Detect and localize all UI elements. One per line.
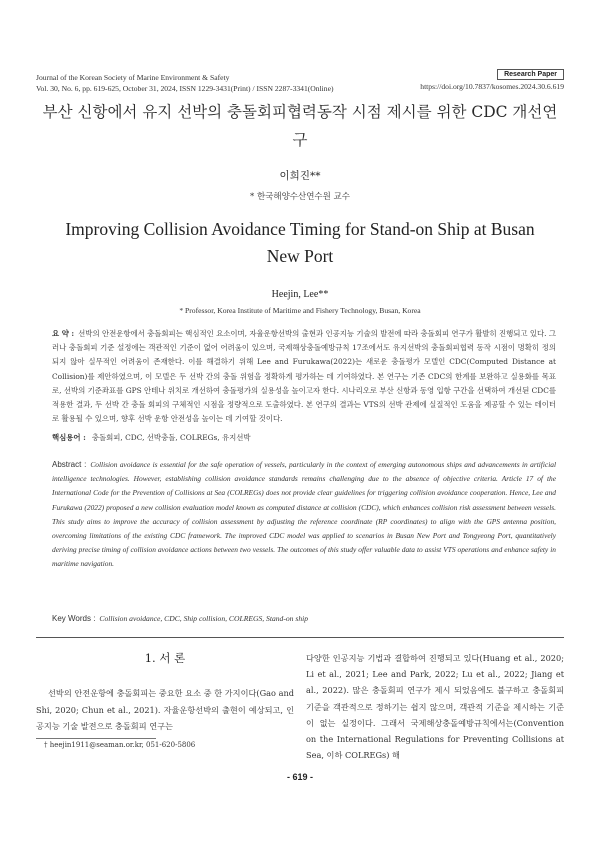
korean-affiliation: * 한국해양수산연수원 교수 — [250, 192, 350, 202]
english-affiliation: * Professor, Korea Institute of Maritime and Fishery Technology, Busan, Korea — [179, 306, 421, 315]
korean-keywords-label: 핵심용어 : — [52, 433, 86, 442]
korean-abstract-text: 선박의 안전운항에서 충돌회피는 핵심적인 요소이며, 자율운항선박의 출현과 인공지능 기술의 발전에 따라 충돌회피 연구가 활발히 진행되고 있다. 그러나 충돌회피 기준 설정에는 객관적인 기준이 없어 어려움이 있으며, 국제해상충돌예방규칙 17조에서도 유지선박의 충돌회피협력 동작 시점이 명확히 정의되지 않아 실무적인 어려움이 존재한다. 이를 해결하기 위해 Lee and Furukawa(2022)는 새로운 충돌평가 모델인 CDC(Computed Distance at Collision)를 제안하였으며, 이 모델은 두 선박 간의 충돌 위험을 정확하게 평가하는 데 기여하였다. 본 연구는 기존 CDC의 한계를 보완하고 실용화를 목표로, 선박의 기준좌표를 GPS 안테나 위치로 개선하여 충돌평가의 실용성을 높이고자 한다. 시나리오로 부산 신항과 동영 입항 구간을 선택하여 개선된 CDC를 적용한 결과, 두 선박 간 충돌 회피의 구체적인 시점을 정량적으로 도출하였다. 본 연구의 결과는 VTS의 선박 관제에 실질적인 도움을 제공할 수 있는 데이터로 활용될 수 있으며, 향후 선박 운항 안전성을 높이는 데 기여할 것이다. — [52, 329, 557, 424]
english-keywords-label: Key Words : — [52, 614, 96, 623]
english-title: Improving Collision Avoidance Timing for Stand-on Ship at Busan New Port — [65, 219, 535, 266]
volume-line: Vol. 30, No. 6, pp. 619-625, October 31, 2024, ISSN 1229-3431(Print) / ISSN 2287-3341(Online) — [36, 84, 334, 93]
doi-link[interactable]: https://doi.org/10.7837/kosomes.2024.30.6.619 — [420, 82, 564, 91]
korean-keywords — [52, 432, 556, 443]
korean-abstract — [52, 327, 556, 426]
korean-keywords-text: 충돌회피, CDC, 선박충돌, COLREGs, 유지선박 — [91, 433, 251, 442]
korean-title: 부산 신항에서 유지 선박의 충돌회피협력동작 시점 제시를 위한 CDC 개선연구 — [42, 103, 558, 149]
english-abstract-label: Abstract : — [52, 460, 87, 469]
body-left-column: 선박의 안전운항에 충돌회피는 중요한 요소 중 한 가지이다(Gao and Shi, 2020; Chun et al., 2021). 자율운항선박의 출현이 예상되고, 인공지능 기술 발전으로 충돌회피 연구는 — [36, 688, 294, 731]
english-author: Heejin, Lee** — [271, 289, 329, 300]
english-abstract-text: Collision avoidance is essential for the safe operation of vessels, particularly in the context of emerging autonomous ships and advancements in artificial intelligence technologies. However, establishing collision avoidance standards remains challenging due to the absence of objective criteria. Article 17 of the International Code for the Prevention of Collisions at Sea (COLREGs) does not provide clear guidelines for triggering collision avoidance cooperation. Hence, Lee and Furukawa (2022) proposed a new collision evaluation model known as computed distance at collision (CDC), which enhances collision risk assessment between vessels. This study aims to improve the accuracy of collision assessment by adjusting the reference coordinate (RP coordinates) to align with the GPS antenna position, overcoming limitations of the existing CDC framework. The improved CDC model was applied to scenarios in Busan New Port and Tongyeong Port, quantitatively deriving precise timing of collision avoidance actions between two vessels. The outcomes of this study offer valuable data to assist VTS operations and enhance safety in maritime navigation. — [52, 460, 556, 569]
korean-abstract-label: 요 약 : — [52, 329, 75, 338]
korean-author: 이희진** — [279, 170, 321, 182]
section-title: 1. 서 론 — [144, 651, 186, 665]
page-number: - 619 - — [286, 772, 313, 782]
english-keywords-text: Collision avoidance, CDC, Ship collision, COLREGS, Stand-on ship — [99, 614, 309, 623]
footnote-divider — [36, 738, 156, 739]
english-abstract — [52, 458, 556, 572]
journal-name: Journal of the Korean Society of Marine Environment & Safety — [36, 73, 230, 82]
divider — [36, 637, 564, 638]
english-keywords — [52, 614, 556, 623]
body-right-column: 다양한 인공지능 기법과 결합하여 진행되고 있다(Huang et al., 2020; Li et al., 2021; Lee and Park, 2022; Lu et al., 2022; Jiang et al., 2022). 많은 충돌회피 연구가 제시 되었음에도 불구하고 충돌회피 기준을 객관적으로 정하기는 쉽지 않으며, 객관적 기준을 제시하는 기준이 없는 실정이다. 그래서 국제해상충돌예방규칙에서는(Convention on the International Regulations for Preventing Collisions at Sea, 이하 COLREGs) 해 — [306, 653, 564, 761]
footnote: † heejin1911@seaman.or.kr, 051-620-5806 — [44, 741, 196, 749]
research-paper-badge: Research Paper — [497, 69, 564, 80]
journal-info — [36, 72, 333, 94]
